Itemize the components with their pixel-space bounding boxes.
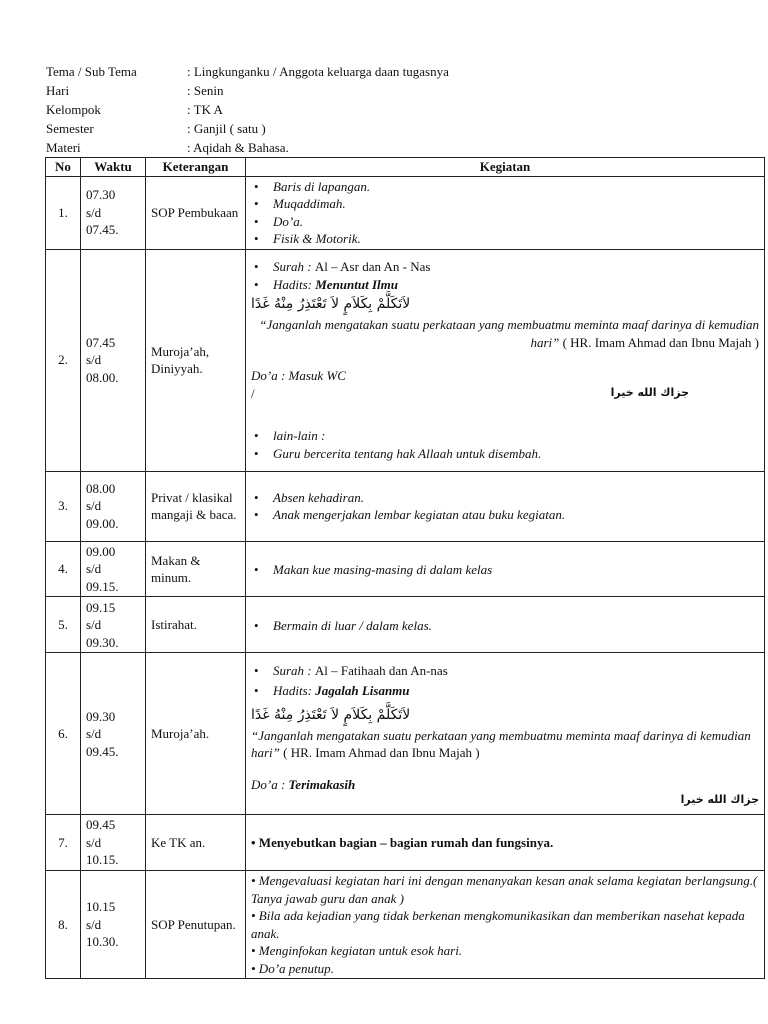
slash-mark: /	[251, 386, 255, 401]
surah-text: Al – Fatihaah dan An-nas	[314, 662, 448, 678]
list-item: • Fisik & Motorik.	[251, 230, 759, 248]
surah-text: Al – Asr dan An - Nas	[314, 259, 431, 275]
row-number: 6.	[46, 653, 81, 815]
hadith-translation	[251, 727, 759, 762]
row-keterangan: Muroja’ah.	[146, 653, 246, 815]
hadits-item	[251, 682, 759, 700]
time-sep: s/d	[86, 352, 102, 368]
meta-value: : Senin	[187, 82, 224, 98]
header-kegiatan: Kegiatan	[246, 158, 765, 177]
surah-item	[251, 662, 759, 680]
meta-value: : TK A	[187, 101, 223, 117]
list-item: • Makan kue masing-masing di dalam kelas	[251, 561, 759, 579]
meta-label: Kelompok	[46, 101, 101, 117]
row-time	[81, 597, 146, 653]
row-time	[81, 815, 146, 871]
row-keterangan: Makan & minum.	[146, 541, 246, 597]
surah-item	[251, 258, 759, 276]
time-end: 09.45.	[86, 743, 119, 759]
table-header-row	[46, 158, 765, 177]
surah-label: Surah :	[273, 662, 312, 678]
list-item: • Bila ada kejadian yang tidak berkenan mengkomunikasikan dan memberikan nasehat kepada anak.	[251, 908, 745, 941]
row-number: 5.	[46, 597, 81, 653]
meta-row-materi	[46, 138, 449, 157]
doa-label: Do’a :	[251, 776, 286, 792]
arabic-jazakallah: جزاك الله خيرا	[610, 385, 689, 399]
row-number: 1.	[46, 176, 81, 249]
row-keterangan: SOP Penutupan.	[146, 871, 246, 979]
meta-label: Hari	[46, 82, 70, 98]
time-end: 07.45.	[86, 222, 119, 238]
table-row	[46, 541, 765, 597]
time-sep: s/d	[86, 617, 102, 633]
meta-value: : Ganjil ( satu )	[187, 120, 266, 136]
time-start: 07.30	[86, 187, 116, 203]
row-time	[81, 871, 146, 979]
quote-source: ( HR. Imam Ahmad dan Ibnu Majah )	[283, 745, 480, 761]
table-row	[46, 249, 765, 471]
hadith-translation	[251, 316, 759, 351]
row-kegiatan	[246, 249, 765, 471]
row-number: 8.	[46, 871, 81, 979]
list-item: • Do’a.	[251, 213, 759, 231]
list-item: • Menyebutkan bagian – bagian rumah dan fungsinya.	[251, 835, 554, 851]
schedule-table	[45, 157, 765, 979]
table-row	[46, 815, 765, 871]
list-item: • Menginfokan kegiatan untuk esok hari.	[251, 943, 463, 959]
meta-value: : Aqidah & Bahasa.	[187, 139, 289, 155]
meta-row-hari	[46, 81, 449, 100]
row-keterangan: Muroja’ah, Diniyyah.	[146, 249, 246, 471]
surah-label: Surah :	[273, 259, 312, 275]
row-keterangan: Privat / klasikal mangaji & baca.	[146, 471, 246, 541]
row-time	[81, 541, 146, 597]
time-start: 07.45	[86, 334, 116, 350]
time-end: 10.30.	[86, 934, 119, 950]
meta-value: : Lingkunganku / Anggota keluarga daan tugasnya	[187, 63, 449, 79]
time-start: 09.30	[86, 708, 116, 724]
meta-label: Tema / Sub Tema	[46, 63, 137, 79]
document-header	[46, 62, 449, 157]
row-keterangan: SOP Pembukaan	[146, 176, 246, 249]
time-sep: s/d	[86, 204, 102, 220]
table-row	[46, 597, 765, 653]
row-number: 4.	[46, 541, 81, 597]
time-sep: s/d	[86, 726, 102, 742]
row-number: 3.	[46, 471, 81, 541]
row-kegiatan	[246, 541, 765, 597]
quote-text: “Janganlah mengatakan suatu perkataan yang membuatmu meminta maaf darinya di kemudian hari”	[251, 727, 751, 761]
table-row	[46, 471, 765, 541]
list-item: • Absen kehadiran.	[251, 489, 759, 507]
row-time	[81, 249, 146, 471]
hadits-title: Menuntut Ilmu	[315, 276, 398, 292]
list-item: • Guru bercerita tentang hak Allaah untuk disembah.	[251, 445, 759, 463]
meta-row-semester	[46, 119, 449, 138]
time-start: 09.15	[86, 599, 116, 615]
time-sep: s/d	[86, 916, 102, 932]
row-time	[81, 653, 146, 815]
time-end: 10.15.	[86, 852, 119, 868]
table-row	[46, 871, 765, 979]
time-sep: s/d	[86, 561, 102, 577]
row-kegiatan	[246, 815, 765, 871]
meta-label: Semester	[46, 120, 94, 136]
list-item: • Bermain di luar / dalam kelas.	[251, 617, 759, 635]
list-item: • Muqaddimah.	[251, 195, 759, 213]
list-item: • Baris di lapangan.	[251, 178, 759, 196]
time-end: 08.00.	[86, 370, 119, 385]
meta-row-tema	[46, 62, 449, 81]
time-sep: s/d	[86, 834, 102, 850]
row-kegiatan	[246, 871, 765, 979]
time-end: 09.00.	[86, 516, 119, 531]
doa-line: Do’a : Masuk WC	[251, 368, 346, 384]
row-kegiatan	[246, 653, 765, 815]
row-kegiatan	[246, 176, 765, 249]
list-item: • Mengevaluasi kegiatan hari ini dengan menanyakan kesan anak selama kegiatan berlangsung.( Tanya jawab guru dan anak )	[251, 873, 758, 906]
doa-title: Terimakasih	[288, 776, 356, 792]
arabic-hadith: لاَتَكَلَّمْ بِكَلاَمٍ لاَ تَعْتَذِرُ مِنْهُ غَدًا	[251, 296, 411, 313]
doa-extra-line	[251, 385, 759, 401]
row-time	[81, 471, 146, 541]
time-start: 10.15	[86, 899, 116, 915]
header-keterangan: Keterangan	[146, 158, 246, 177]
row-kegiatan	[246, 597, 765, 653]
hadits-item	[251, 276, 759, 294]
quote-source: ( HR. Imam Ahmad dan Ibnu Majah )	[562, 334, 759, 350]
header-waktu: Waktu	[81, 158, 146, 177]
time-end: 09.30.	[86, 634, 119, 650]
hadits-label: Hadits:	[273, 276, 312, 292]
table-row	[46, 176, 765, 249]
time-start: 09.00	[86, 543, 116, 559]
arabic-hadith: لاَتَكَلَّمْ بِكَلاَمٍ لاَ تَعْتَذِرُ مِنْهُ غَدًا	[251, 706, 411, 723]
row-time	[81, 176, 146, 249]
row-keterangan: Istirahat.	[146, 597, 246, 653]
time-start: 08.00	[86, 480, 116, 496]
list-item: • lain-lain :	[251, 427, 759, 445]
meta-label: Materi	[46, 139, 81, 155]
time-sep: s/d	[86, 498, 102, 514]
list-item: • Anak mengerjakan lembar kegiatan atau buku kegiatan.	[251, 506, 759, 524]
doa-line	[251, 776, 759, 794]
hadits-label: Hadits:	[273, 683, 312, 699]
row-keterangan: Ke TK an.	[146, 815, 246, 871]
time-end: 09.15.	[86, 578, 119, 594]
header-no: No	[46, 158, 81, 177]
arabic-jazakallah: جزاك الله خيرا	[680, 793, 759, 807]
hadits-title: Jagalah Lisanmu	[315, 683, 410, 699]
row-kegiatan	[246, 471, 765, 541]
row-number: 2.	[46, 249, 81, 471]
meta-row-kelompok	[46, 100, 449, 119]
list-item: • Do’a penutup.	[251, 960, 334, 976]
time-start: 09.45	[86, 817, 116, 833]
quote-text: “Janganlah mengatakan suatu perkataan yang membuatmu meminta maaf darinya di kemudian hari”	[259, 317, 759, 350]
row-number: 7.	[46, 815, 81, 871]
table-row	[46, 653, 765, 815]
